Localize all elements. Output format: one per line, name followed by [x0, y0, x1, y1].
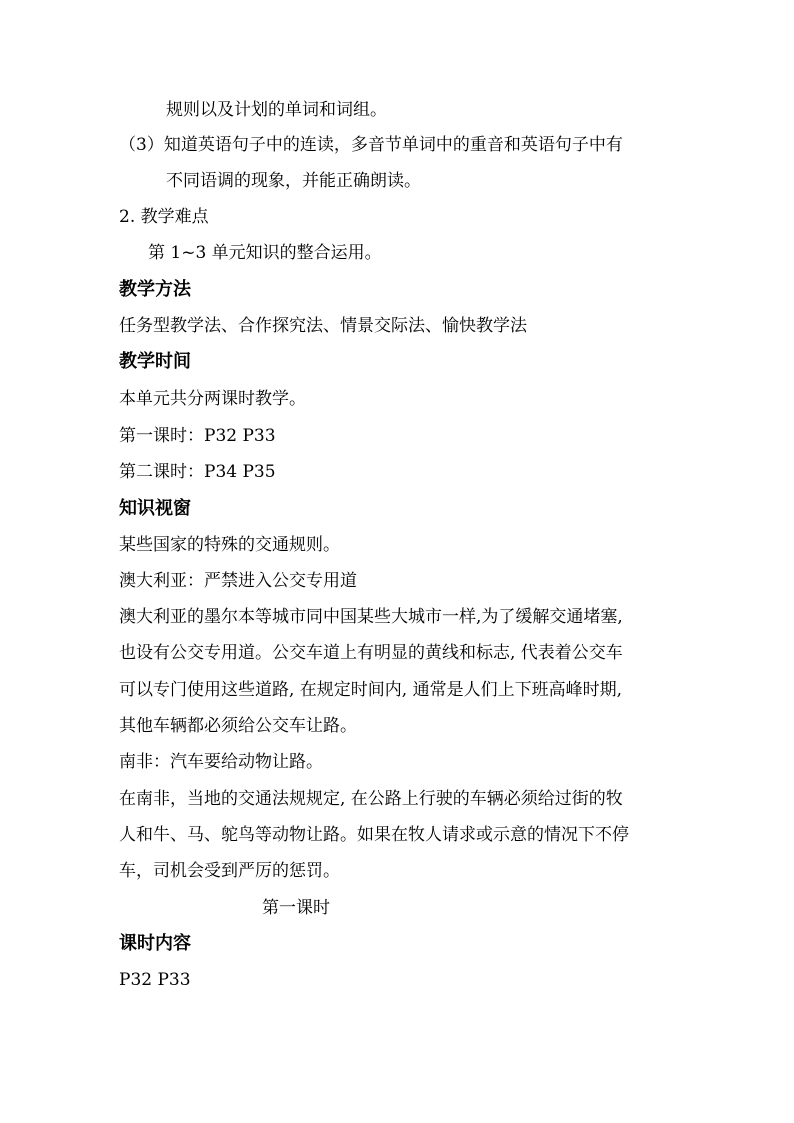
text-line-australia-title: 澳大利亚：严禁进入公交专用道: [119, 571, 357, 591]
text-line-south-africa-1: 在南非，当地的交通法规规定, 在公路上行驶的车辆必须给过街的牧: [119, 789, 623, 809]
text-line-australia-1: 澳大利亚的墨尔本等城市同中国某些大城市一样,为了缓解交通堵塞,: [119, 607, 623, 627]
heading-knowledge-window: 知识视窗: [119, 498, 191, 519]
text-line-difficulties: 第 1~3 单元知识的整合运用。: [148, 243, 382, 263]
text-line-objective-3-cont: 不同语调的现象，并能正确朗读。: [166, 171, 421, 191]
text-line-lesson-1: 第一课时：P32 P33: [119, 426, 276, 446]
text-line-australia-2: 也设有公交专用道。公交车道上有明显的黄线和标志, 代表着公交车: [119, 643, 623, 663]
text-line-vocab: 规则以及计划的单词和词组。: [166, 100, 387, 120]
heading-teaching-methods: 教学方法: [119, 279, 191, 300]
text-line-traffic-rules-intro: 某些国家的特殊的交通规则。: [119, 535, 340, 555]
text-line-south-africa-3: 车，司机会受到严厉的惩罚。: [119, 861, 340, 881]
section-title-lesson-1: 第一课时: [262, 898, 330, 918]
text-line-lesson-2: 第二课时：P34 P35: [119, 462, 276, 482]
text-line-objective-3: （3）知道英语句子中的连读，多音节单词中的重音和英语句子中有: [119, 135, 623, 155]
text-line-lesson-pages: P32 P33: [119, 970, 191, 990]
heading-lesson-content: 课时内容: [119, 933, 191, 954]
subheading-difficulties: 2. 教学难点: [119, 207, 209, 227]
heading-teaching-time: 教学时间: [119, 351, 191, 372]
text-line-south-africa-2: 人和牛、马、鸵鸟等动物让路。如果在牧人请求或示意的情况下不停: [119, 825, 629, 845]
text-line-south-africa-title: 南非：汽车要给动物让路。: [119, 752, 323, 772]
text-line-methods: 任务型教学法、合作探究法、情景交际法、愉快教学法: [119, 316, 527, 336]
text-line-australia-4: 其他车辆都必须给公交车让路。: [119, 716, 357, 736]
text-line-australia-3: 可以专门使用这些道路, 在规定时间内, 通常是人们上下班高峰时期,: [119, 680, 623, 700]
text-line-time-summary: 本单元共分两课时教学。: [119, 389, 306, 409]
